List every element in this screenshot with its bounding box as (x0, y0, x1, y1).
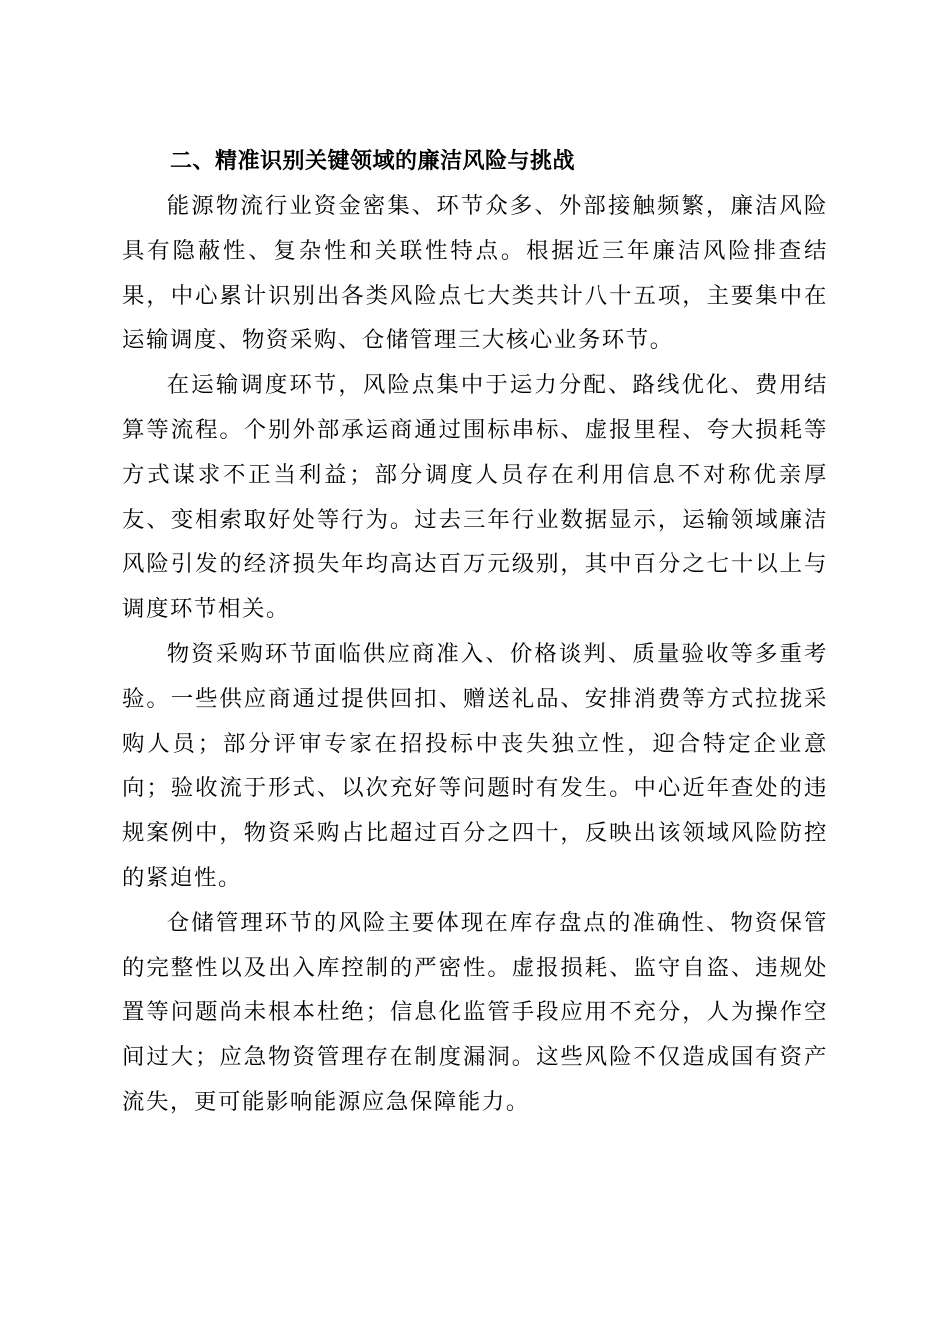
section-heading: 二、精准识别关键领域的廉洁风险与挑战 (170, 149, 576, 174)
paragraph-transport-dispatch: 在运输调度环节，风险点集中于运力分配、路线优化、费用结算等流程。个别外部承运商通过围标串标、虚报里程、夸大损耗等方式谋求不正当利益；部分调度人员存在利用信息不对称优亲厚友、变相索取好处等行为。过去三年行业数据显示，运输领域廉洁风险引发的经济损失年均高达百万元级别，其中百分之七十以上与调度环节相关。 (122, 372, 828, 623)
paragraph-overview: 能源物流行业资金密集、环节众多、外部接触频繁，廉洁风险具有隐蔽性、复杂性和关联性特点。根据近三年廉洁风险排查结果，中心累计识别出各类风险点七大类共计八十五项，主要集中在运输调度、物资采购、仓储管理三大核心业务环节。 (122, 193, 828, 354)
paragraph-material-procurement: 物资采购环节面临供应商准入、价格谈判、质量验收等多重考验。一些供应商通过提供回扣、赠送礼品、安排消费等方式拉拢采购人员；部分评审专家在招投标中丧失独立性，迎合特定企业意向；验收流于形式、以次充好等问题时有发生。中心近年查处的违规案例中，物资采购占比超过百分之四十，反映出该领域风险防控的紧迫性。 (122, 640, 828, 891)
paragraph-warehouse-management: 仓储管理环节的风险主要体现在库存盘点的准确性、物资保管的完整性以及出入库控制的严密性。虚报损耗、监守自盗、违规处置等问题尚未根本杜绝；信息化监管手段应用不充分，人为操作空间过大；应急物资管理存在制度漏洞。这些风险不仅造成国有资产流失，更可能影响能源应急保障能力。 (122, 909, 828, 1115)
document-body (122, 140, 828, 1125)
